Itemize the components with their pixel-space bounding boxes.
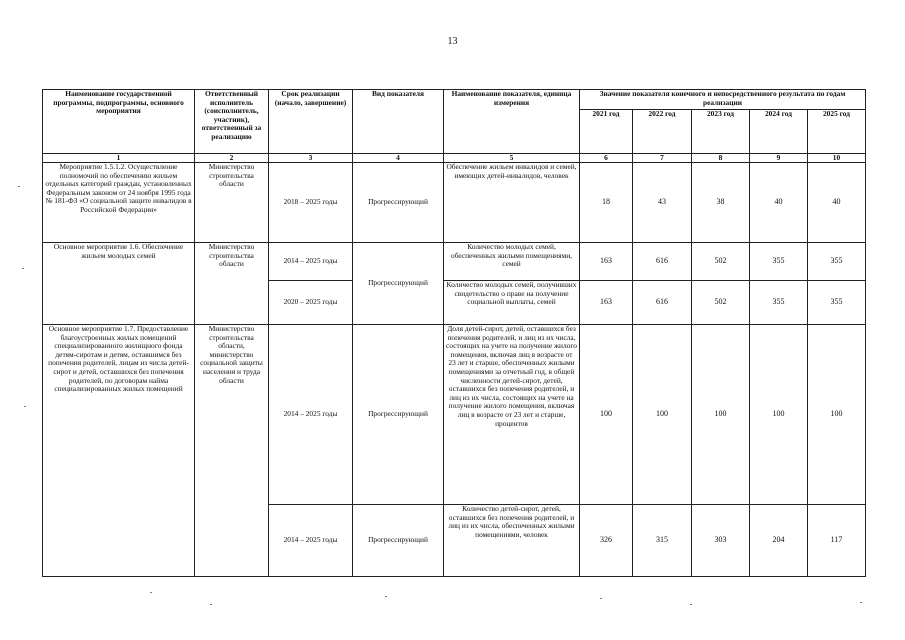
value-2023: 100 bbox=[692, 325, 750, 505]
column-number: 2 bbox=[195, 154, 269, 163]
indicator-type: Прогрессирующий bbox=[353, 243, 444, 325]
value-2021: 163 bbox=[580, 243, 633, 281]
value-2023: 502 bbox=[692, 281, 750, 325]
column-number-row bbox=[43, 154, 866, 163]
header-row-1 bbox=[43, 90, 866, 110]
column-number: 5 bbox=[444, 154, 580, 163]
value-2024: 204 bbox=[750, 505, 808, 577]
scan-speckle bbox=[210, 604, 212, 605]
column-number: 9 bbox=[750, 154, 808, 163]
measure-term: 2014 – 2025 годы bbox=[269, 325, 353, 505]
indicators-table bbox=[42, 89, 866, 577]
indicator-name: Доля детей-сирот, детей, оставшихся без попечения родителей, и лиц из их числа, состоящих на учете на получение жилого помещения, включая лиц в возрасте от 23 лет и старше, обеспеченных жилыми помещениями за отчетный год, в общей численности детей-сирот, детей, оставшихся без попечения родителей, и лиц из их числа, состоящих на учете на получение жилого помещения, включая лиц в возрасте от 23 лет и старше, процентов bbox=[444, 325, 580, 505]
column-number: 7 bbox=[633, 154, 692, 163]
scan-speckle bbox=[385, 596, 387, 597]
indicator-name: Количество молодых семей, обеспеченных жилыми помещениями, семей bbox=[444, 243, 580, 281]
measure-name: Мероприятие 1.5.1.2. Осуществление полномочий по обеспечению жильем отдельных категорий граждан, установленных Федеральным законом от 24 ноября 1995 года № 181-ФЗ «О социальной защите инвалидов в Российской Федерации» bbox=[43, 163, 195, 243]
header-year-2021: 2021 год bbox=[580, 110, 633, 154]
measure-executor: Министерство строительства области bbox=[195, 243, 269, 325]
header-indicator-name: Наименование показателя, единица измерения bbox=[444, 90, 580, 154]
value-2022: 616 bbox=[633, 243, 692, 281]
measure-term: 2018 – 2025 годы bbox=[269, 163, 353, 243]
column-number: 8 bbox=[692, 154, 750, 163]
header-term: Срок реализации (начало, завершение) bbox=[269, 90, 353, 154]
value-2022: 315 bbox=[633, 505, 692, 577]
scan-speckle bbox=[18, 186, 20, 187]
page-number: 13 bbox=[447, 36, 458, 47]
column-number: 4 bbox=[353, 154, 444, 163]
header-year-2024: 2024 год bbox=[750, 110, 808, 154]
header-program-name: Наименование государственной программы, подпрограммы, основного мероприятия bbox=[43, 90, 195, 154]
value-2021: 163 bbox=[580, 281, 633, 325]
measure-name: Основное мероприятие 1.6. Обеспечение жильем молодых семей bbox=[43, 243, 195, 325]
header-executor: Ответственный исполнитель (соисполнитель, участник), ответственный за реализацию bbox=[195, 90, 269, 154]
value-2022: 616 bbox=[633, 281, 692, 325]
value-2021: 326 bbox=[580, 505, 633, 577]
header-year-2025: 2025 год bbox=[808, 110, 866, 154]
value-2023: 38 bbox=[692, 163, 750, 243]
value-2024: 355 bbox=[750, 281, 808, 325]
scan-speckle bbox=[600, 598, 602, 599]
indicator-type: Прогрессирующий bbox=[353, 325, 444, 505]
scan-speckle bbox=[150, 592, 152, 593]
indicator-name: Обеспечение жильем инвалидов и семей, имеющих детей-инвалидов, человек bbox=[444, 163, 580, 243]
measure-executor: Министерство строительства области bbox=[195, 163, 269, 243]
header-year-2022: 2022 год bbox=[633, 110, 692, 154]
table-row-measure-1-5-1-2 bbox=[43, 163, 866, 243]
column-number: 6 bbox=[580, 154, 633, 163]
header-indicator-type: Вид показателя bbox=[353, 90, 444, 154]
table-row-measure-1-7-a bbox=[43, 325, 866, 505]
value-2021: 100 bbox=[580, 325, 633, 505]
table-row-measure-1-6-a bbox=[43, 243, 866, 281]
indicator-name: Количество детей-сирот, детей, оставшихся без попечения родителей, и лиц из их числа, обеспеченных жилыми помещениями, человек bbox=[444, 505, 580, 577]
value-2025: 355 bbox=[808, 281, 866, 325]
measure-term: 2014 – 2025 годы bbox=[269, 243, 353, 281]
indicator-name: Количество молодых семей, получивших свидетельство о праве на получение социальной выплаты, семей bbox=[444, 281, 580, 325]
measure-executor: Министерство строительства области, министерство социальной защиты населения и труда области bbox=[195, 325, 269, 577]
value-2022: 43 bbox=[633, 163, 692, 243]
scan-speckle bbox=[22, 268, 24, 269]
value-2023: 303 bbox=[692, 505, 750, 577]
measure-term: 2014 – 2025 годы bbox=[269, 505, 353, 577]
measure-name: Основное мероприятие 1.7. Предоставление благоустроенных жилых помещений специализированного жилищного фонда детям-сиротам и детям, оставшимся без попечения родителей, лицам из числа детей-сирот и детей, оставшихся без попечения родителей, по договорам найма специализированных жилых помещений bbox=[43, 325, 195, 577]
indicator-type: Прогрессирующий bbox=[353, 163, 444, 243]
header-values-group: Значение показателя конечного и непосредственного результата по годам реализации bbox=[580, 90, 866, 110]
column-number: 3 bbox=[269, 154, 353, 163]
value-2025: 355 bbox=[808, 243, 866, 281]
indicator-type: Прогрессирующий bbox=[353, 505, 444, 577]
scan-speckle bbox=[860, 602, 862, 603]
value-2025: 100 bbox=[808, 325, 866, 505]
value-2024: 40 bbox=[750, 163, 808, 243]
value-2025: 117 bbox=[808, 505, 866, 577]
header-year-2023: 2023 год bbox=[692, 110, 750, 154]
column-number: 10 bbox=[808, 154, 866, 163]
scan-speckle bbox=[690, 604, 692, 605]
value-2021: 18 bbox=[580, 163, 633, 243]
value-2024: 355 bbox=[750, 243, 808, 281]
measure-term: 2020 – 2025 годы bbox=[269, 281, 353, 325]
value-2023: 502 bbox=[692, 243, 750, 281]
column-number: 1 bbox=[43, 154, 195, 163]
value-2025: 40 bbox=[808, 163, 866, 243]
value-2024: 100 bbox=[750, 325, 808, 505]
value-2022: 100 bbox=[633, 325, 692, 505]
scan-speckle bbox=[24, 406, 26, 407]
